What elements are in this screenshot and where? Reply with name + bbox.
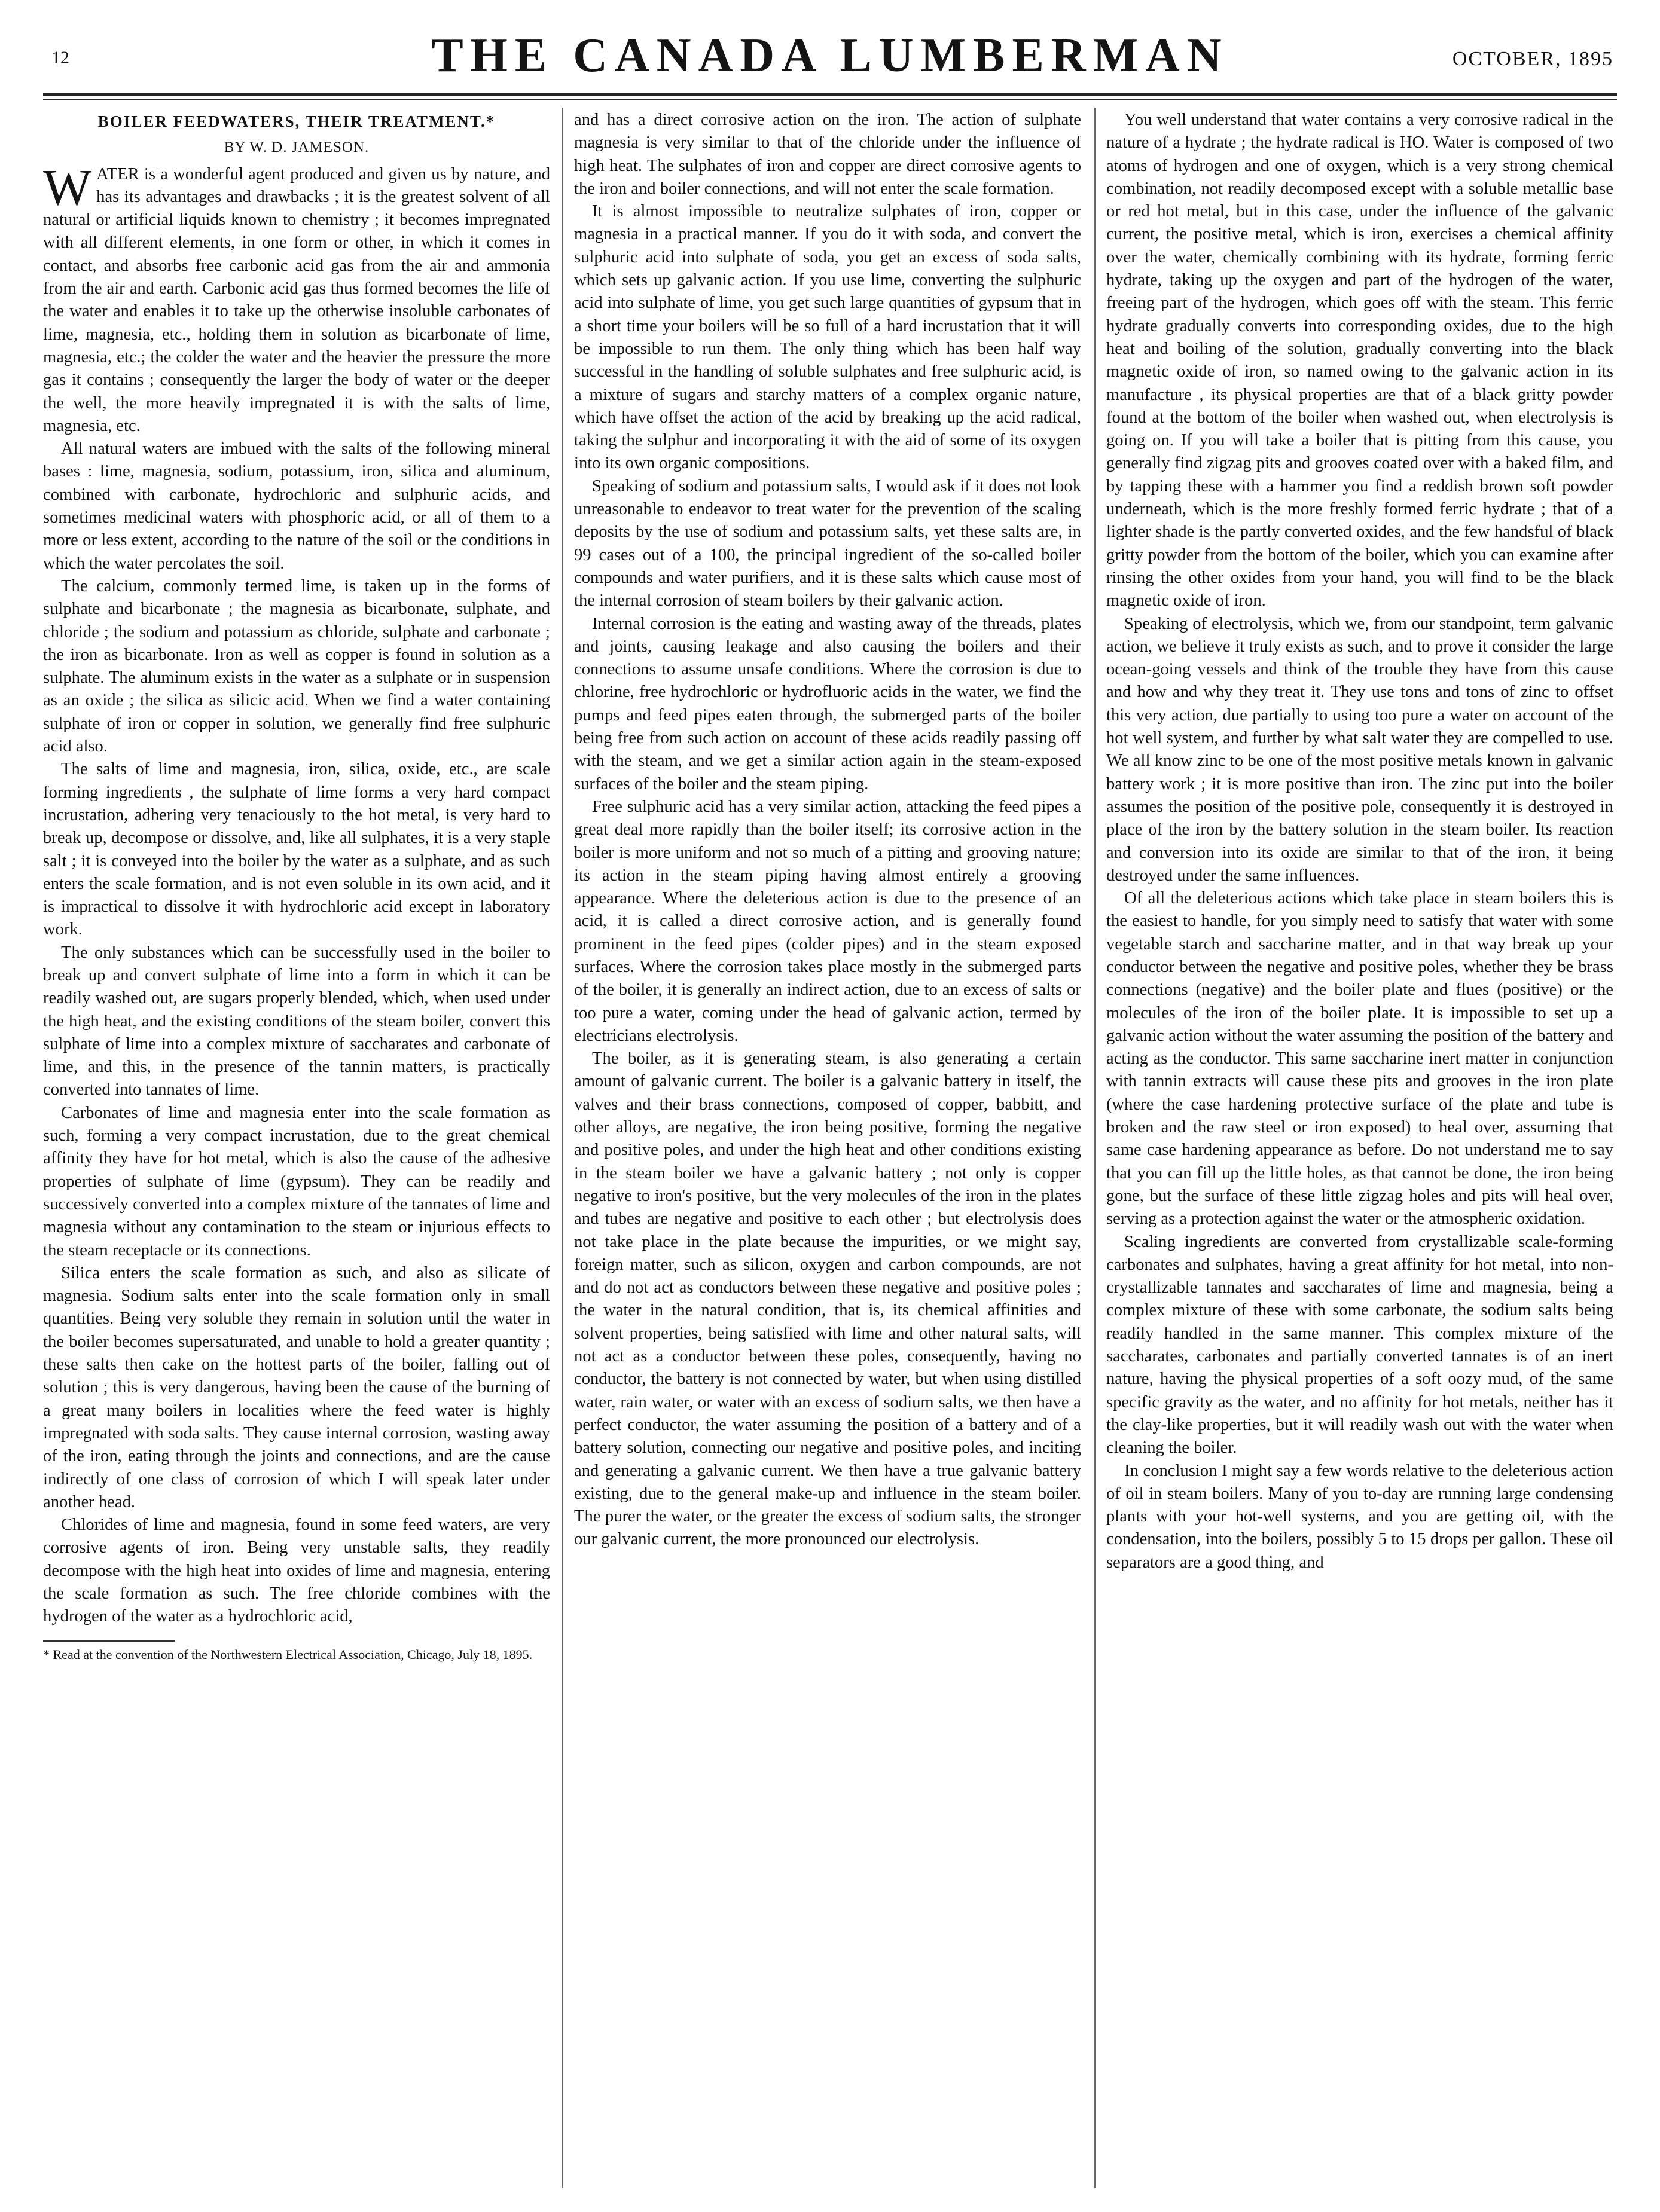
paragraph: Silica enters the scale formation as such, and also as silicate of magnesia. Sodium salts enter into the scale formation only in small quantities. Being very soluble they remain in solution until the water in the boiler becomes supersaturated, and unable to hold a greater quantity ; these salts then cake on the hottest parts of the boiler, falling out of solution ; this is very dangerous, having been the cause of the burning of a great many boilers in localities where the feed water is highly impregnated with soda salts. They cause internal corrosion, wasting away of the iron, eating through the joints and connections, and are the cause indirectly of one class of corrosion of which I will speak later under another head.: [43, 1263, 550, 1511]
paragraph: All natural waters are imbued with the salts of the following mineral bases : lime, magnesia, sodium, potassium, iron, silica and aluminum, combined with carbonate, hydrochloric and sulphuric acids, and sometimes medicinal waters with phosphoric acid, or all of them to a more or less extent, according to the nature of the soil or the conditions in which the water percolates the soil.: [43, 439, 550, 573]
paragraph: The only substances which can be successfully used in the boiler to break up and convert sulphate of lime into a form in which it can be readily washed out, are sugars properly blended, which, when used under the high heat, and the existing conditions of the steam boiler, convert this sulphate of lime into a complex mixture of saccharates and carbonate of lime, and this, in the presence of the tannin matters, is practically converted into tannates of lime.: [43, 943, 550, 1099]
paragraph: Speaking of electrolysis, which we, from our standpoint, term galvanic action, we believe it truly exists as such, and to prove it consider the large ocean-going vessels and think of the trouble they have from this cause and how and why they treat it. They use tons and tons of zinc to offset this very action, due partially to using too pure a water on account of the hot well system, and further by what salt water they are compelled to use. We all know zinc to be one of the most positive metals known in galvanic battery work ; it is more positive than iron. The zinc put into the boiler assumes the position of the positive pole, consequently it is destroyed in place of the iron by the battery solution in the steam boiler. Its reaction and conversion into its oxide are similar to that of the iron, it being destroyed under the same influences.: [1106, 614, 1613, 885]
paragraph: Speaking of sodium and potassium salts, I would ask if it does not look unreasonable to endeavor to treat water for the prevention of the scaling deposits by the use of sodium and potassium salts, yet these salts are, in 99 cases out of a 100, the principal ingredient of the so-called boiler compounds and water purifiers, and it is these salts which cause most of the internal corrosion of steam boilers by their galvanic action.: [574, 476, 1081, 610]
paragraph: The salts of lime and magnesia, iron, silica, oxide, etc., are scale forming ingredients , the sulphate of lime forms a very hard compact incrustation, adhering very tenaciously to the hot metal, is very hard to break up, decompose or dissolve, and, like all sulphates, it is a very staple salt ; it is conveyed into the boiler by the water as a sulphate, and as such enters the scale formation, and is not even soluble in its own acid, and it is impractical to dissolve it with hydrochloric acid except in laboratory work.: [43, 760, 550, 939]
paragraph: Carbonates of lime and magnesia enter into the scale formation as such, forming a very compact incrustation, due to the great chemical affinity they have for hot metal, which is also the cause of the adhesive properties of sulphate of lime (gypsum). They can be readily and successively converted into a complex mixture of the tannates of lime and magnesia without any contamination to the steam or injurious effects to the steam receptacle or its connections.: [43, 1103, 550, 1260]
column-1: [43, 109, 550, 1663]
footnote: * Read at the convention of the Northwestern Electrical Association, Chicago, July 18, 1895.: [43, 1646, 533, 1662]
masthead-rule-thin: [43, 99, 1617, 100]
issue-date: OCTOBER, 1895: [1452, 48, 1613, 70]
column-3: [1106, 109, 1613, 1574]
paragraph: Internal corrosion is the eating and wasting away of the threads, plates and joints, causing leakage and also causing the boilers and their connections to assume unsafe conditions. Where the corrosion is due to chlorine, free hydrochloric or hydrofluoric acids in the water, we find the pumps and feed pipes eaten through, the submerged parts of the boiler being free from such action on account of these acids readily passing off with the steam, and we get a similar action again in the steam-exposed surfaces of the boiler and the steam piping.: [574, 614, 1081, 793]
column-2: [574, 109, 1081, 1551]
paragraph: Free sulphuric acid has a very similar action, attacking the feed pipes a great deal more rapidly than the boiler itself; its corrosive action in the boiler is more uniform and not so much of a pitting and grooving nature; its action in the steam piping having almost entirely a grooving appearance. Where the deleterious action is due to the presence of an acid, it is called a direct corrosive action, and is generally found prominent in the feed pipes (colder pipes) and in the steam exposed surfaces. Where the corrosion takes place mostly in the submerged parts of the boiler, it is generally an indirect action, due to an excess of salts or too pure a water, coming under the head of galvanic action, termed by electricians electrolysis.: [574, 797, 1081, 1045]
masthead-title: THE CANADA LUMBERMAN: [431, 29, 1229, 82]
column-divider: [562, 108, 563, 2188]
paragraph: You well understand that water contains a very corrosive radical in the nature of a hydrate ; the hydrate radical is HO. Water is composed of two atoms of hydrogen and one of oxygen, which is a very strong chemical combination, not readily decomposed except with a soluble metallic base or red hot metal, but in this case, under the influence of the galvanic current, the positive metal, which is iron, exercises a chemical affinity over the water, chemically combining with its hydrate, forming ferric hydrate, taking up the oxygen and part of the hydrogen of the water, freeing part of the hydrogen, which goes off with the steam. This ferric hydrate gradually converts into corresponding oxides, due to the high heat and boiling of the solution, gradually converting into the black magnetic oxide of iron, so named owing to the galvanic action in its manufacture , its physical properties are that of a black gritty powder found at the bottom of the boiler when washed out, when electrolysis is going on. If you will take a boiler that is pitting from this cause, you generally find zigzag pits and grooves coated over with a baked film, and by tapping these with a hammer you find a reddish brown soft powder underneath, which is the more freshly formed ferric hydrate ; that of a lighter shade is the partly converted oxides, and the few handsful of black gritty powder from the bottom of the boiler, which you can examine after rinsing the other oxides from your hand, you will find to be the black magnetic oxide of iron.: [1106, 111, 1613, 610]
paragraph: In conclusion I might say a few words relative to the deleterious action of oil in steam boilers. Many of you to-day are running large condensing plants with your hot-well systems, and you are getting oil, with the condensation, into the boilers, possibly 5 to 15 drops per gallon. These oil separators are a good thing, and: [1106, 1461, 1613, 1572]
page-number: 12: [51, 48, 69, 68]
article-byline: BY W. D. JAMESON.: [224, 139, 370, 156]
drop-cap: W: [43, 158, 92, 216]
paragraph: WATER is a wonderful agent produced and given us by nature, and has its advantages and drawbacks ; it is the greatest solvent of all natural or artificial liquids known to chemistry ; it becomes impregnated with all different elements, in one form or other, in which it comes in contact, and absorbs free carbonic acid gas from the air and ammonia from the air and earth. Carbonic acid gas thus formed becomes the life of the water and enables it to take up the otherwise insoluble carbonates of lime, magnesia, etc., holding them in solution as bicarbonate of lime, magnesia, etc.; the colder the water and the heavier the pressure the more gas it contains ; consequently the larger the body of water or the deeper the well, the more heavily impregnated it is with the salts of lime, magnesia, etc.: [43, 158, 550, 435]
paragraph: Of all the deleterious actions which take place in steam boilers this is the easiest to handle, for you simply need to satisfy that water with some vegetable starch and saccharine matter, and in that way break up your conductor between the negative and positive poles, whether they be brass connections (negative) and the boiler plate and flues (positive) or the molecules of the iron of the boiler plate. It is impossible to set up a galvanic action without the water assuming the position of the battery and acting as the conductor. This same saccharine inert matter in conjunction with tannin extracts will cause these pits and grooves in the iron plate (where the case hardening protective surface of the plate and tube is broken and the raw steel or iron exposed) to heal over, assuming that same case hardening appearance as before. Do not understand me to say that you can fill up the little holes, as that cannot be done, the iron being gone, but the surface of these little zigzag holes and pits will heal over, serving as a protection against the water or the atmospheric oxidation.: [1106, 889, 1613, 1229]
footnote-rule: [43, 1640, 175, 1642]
article-title: BOILER FEEDWATERS, THEIR TREATMENT.*: [97, 112, 496, 130]
paragraph: It is almost impossible to neutralize sulphates of iron, copper or magnesia in a practical manner. If you do it with soda, and convert the sulphuric acid into sulphate of soda, you get an excess of soda salts, which sets up galvanic action. If you use lime, converting the sulphuric acid into sulphate of lime, you get such large quantities of gypsum that in a short time your boilers will be so full of a hard incrustation that it will be impossible to run them. The only thing which has been half way successful in the handling of soluble sulphates and free sulphuric acid, is a mixture of sugars and starchy matters of a complex organic nature, which have offset the action of the acid by breaking up the acid radical, taking the sulphur and incorporating it with the aid of some of its oxygen into its own organic compositions.: [574, 202, 1081, 473]
paragraph: The boiler, as it is generating steam, is also generating a certain amount of galvanic current. The boiler is a galvanic battery in itself, the valves and their brass connections, composed of copper, babbitt, and other alloys, are negative, the iron being positive, forming the negative and positive poles, and under the high heat and other conditions existing in the steam boiler we have a galvanic battery ; not only is copper negative to iron's positive, but the very molecules of the iron in the plates and tubes are negative and positive to each other ; but electrolysis does not take place in the plate because the impurities, or we might say, foreign matter, such as silicon, oxygen and carbon compounds, are not and do not act as conductors between these negative and positive poles ; the water in the natural condition, that is, its chemical affinities and solvent properties, being satisfied with lime and other natural salts, will not act as a conductor between these poles, consequently, having no conductor, the battery is not connected by water, but when using distilled water, rain water, or water with an excess of sodium salts, we then have a perfect conductor, the water assuming the position of a battery and of a battery solution, connecting our negative and positive poles, and inciting and generating a galvanic current. We then have a true galvanic battery existing, due to the general make-up and influence in the steam boiler. The purer the water, or the greater the excess of sodium salts, the stronger our galvanic current, the more pronounced our electrolysis.: [574, 1049, 1081, 1549]
masthead-rule-thick: [43, 93, 1617, 96]
paragraph: and has a direct corrosive action on the iron. The action of sulphate magnesia is very similar to that of the chloride under the influence of high heat. The sulphates of iron and copper are direct corrosive agents to the iron and boiler connections, and will not enter the scale formation.: [574, 111, 1081, 198]
paragraph: Scaling ingredients are converted from crystallizable scale-forming carbonates and sulphates, having a great affinity for hot metal, into non-crystallizable tannates and saccharates of lime and magnesia, being a complex mixture of these with some carbonate, the sodium salts being readily handled in the same manner. This complex mixture of the saccharates, carbonates and partially converted tannates is of an inert nature, having the physical properties of a soft oozy mud, of the same specific gravity as the water, and no affinity for hot metals, neither has it the clay-like properties, but it will readily wash out with the water when cleaning the boiler.: [1106, 1232, 1613, 1458]
paragraph: The calcium, commonly termed lime, is taken up in the forms of sulphate and bicarbonate ; the magnesia as bicarbonate, sulphate, and chloride ; the sodium and potassium as chloride, sulphate and carbonate ; the iron as bicarbonate. Iron as well as copper is found in solution as a sulphate. The aluminum exists in the water as a sulphate or in suspension as an oxide ; the silica as silicic acid. When we find a water containing sulphate of iron or copper in solution, we generally find free sulphuric acid also.: [43, 576, 550, 756]
column-divider: [1094, 108, 1096, 2188]
paragraph: Chlorides of lime and magnesia, found in some feed waters, are very corrosive agents of iron. Being very unstable salts, they readily decompose with the high heat into oxides of lime and magnesia, entering the scale formation as such. The free chloride combines with the hydrogen of the water as a hydrochloric acid,: [43, 1516, 550, 1626]
masthead: [43, 24, 1617, 90]
